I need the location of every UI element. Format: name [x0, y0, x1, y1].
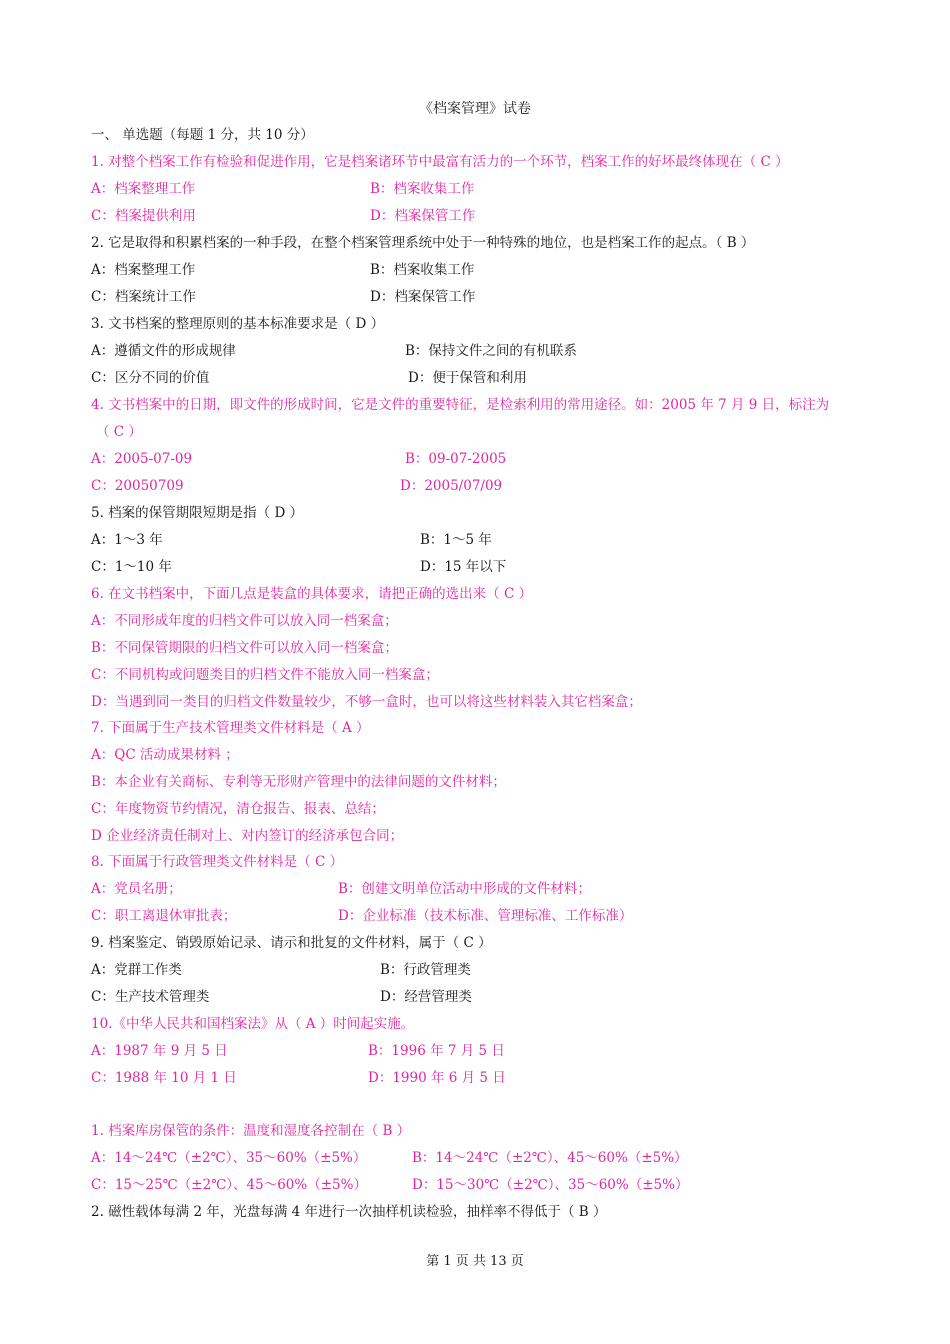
question-4: 4. 文书档案中的日期，即文件的形成时间，它是文件的重要特征，是检索利用的常用途径。如：2005 年 7 月 9 日，标注为 — [91, 397, 830, 413]
option-1d: D：档案保管工作 — [370, 208, 476, 224]
section-heading: 一、 单选题（每题 1 分，共 10 分） — [91, 127, 314, 143]
part2-option-1b: B：14～24℃（±2℃）、45～60%（±5%） — [412, 1150, 688, 1166]
option-7d: D 企业经济责任制对上、对内签订的经济承包合同； — [91, 828, 404, 844]
option-3b: B：保持文件之间的有机联系 — [405, 343, 577, 359]
option-5d: D：15 年以下 — [420, 559, 507, 575]
option-9d: D：经营管理类 — [380, 989, 472, 1005]
question-5: 5. 档案的保管期限短期是指（ D ） — [91, 505, 304, 521]
question-8: 8. 下面属于行政管理类文件材料是（ C ） — [91, 854, 344, 870]
option-10c: C：1988 年 10 月 1 日 — [91, 1070, 237, 1086]
option-1c: C：档案提供利用 — [91, 208, 196, 224]
option-10b: B：1996 年 7 月 5 日 — [368, 1043, 505, 1059]
option-2b: B：档案收集工作 — [370, 262, 475, 278]
part2-option-1c: C：15～25℃（±2℃）、45～60%（±5%） — [91, 1177, 367, 1193]
question-9: 9. 档案鉴定、销毁原始记录、请示和批复的文件材料，属于（ C ） — [91, 935, 492, 951]
page-title: 《档案管理》试卷 — [419, 101, 531, 117]
question-4-answer: （ C ） — [96, 424, 142, 440]
option-5c: C：1～10 年 — [91, 559, 172, 575]
option-10d: D：1990 年 6 月 5 日 — [368, 1070, 506, 1086]
option-6d: D：当遇到同一类目的归档文件数量较少，不够一盒时，也可以将这些材料装入其它档案盒； — [91, 694, 642, 710]
question-2: 2. 它是取得和积累档案的一种手段，在整个档案管理系统中处于一种特殊的地位，也是档案工作的起点。（ B ） — [91, 235, 755, 251]
option-8a: A：党员名册； — [91, 881, 182, 897]
page-footer: 第 1 页 共 13 页 — [426, 1254, 524, 1269]
part2-option-1a: A：14～24℃（±2℃）、35～60%（±5%） — [91, 1150, 367, 1166]
option-8d: D：企业标准（技术标准、管理标准、工作标准） — [338, 908, 633, 924]
option-3c: C：区分不同的价值 — [91, 370, 210, 386]
part2-option-1d: D：15～30℃（±2℃）、35～60%（±5%） — [412, 1177, 689, 1193]
option-7b: B：本企业有关商标、专利等无形财产管理中的法律问题的文件材料； — [91, 774, 506, 790]
option-6a: A：不同形成年度的归档文件可以放入同一档案盒； — [91, 613, 398, 629]
option-10a: A：1987 年 9 月 5 日 — [91, 1043, 228, 1059]
option-6c: C：不同机构或问题类目的归档文件不能放入同一档案盒； — [91, 667, 439, 683]
option-4d: D：2005/07/09 — [400, 478, 503, 494]
option-2a: A：档案整理工作 — [91, 262, 196, 278]
option-6b: B：不同保管期限的归档文件可以放入同一档案盒； — [91, 640, 398, 656]
option-2d: D：档案保管工作 — [370, 289, 476, 305]
option-3a: A：遵循文件的形成规律 — [91, 343, 236, 359]
option-8c: C：职工离退休审批表； — [91, 908, 237, 924]
question-6: 6. 在文书档案中，下面几点是装盒的具体要求，请把正确的选出来（ C ） — [91, 586, 533, 602]
question-7: 7. 下面属于生产技术管理类文件材料是（ A ） — [91, 720, 370, 736]
option-5a: A：1～3 年 — [91, 532, 163, 548]
option-4b: B：09-07-2005 — [405, 451, 507, 467]
option-8b: B：创建文明单位活动中形成的文件材料； — [338, 881, 591, 897]
part2-question-1: 1. 档案库房保管的条件：温度和湿度各控制在（ B ） — [91, 1123, 411, 1139]
question-10: 10.《中华人民共和国档案法》从（ A ）时间起实施。 — [91, 1016, 415, 1032]
option-7a: A：QC 活动成果材料 ； — [91, 747, 239, 763]
option-4c: C：20050709 — [91, 478, 184, 494]
option-9b: B：行政管理类 — [380, 962, 471, 978]
question-1: 1. 对整个档案工作有检验和促进作用，它是档案诸环节中最富有活力的一个环节，档案工作的好坏最终体现在（ C ） — [91, 154, 789, 170]
option-9a: A：党群工作类 — [91, 962, 182, 978]
option-7c: C：年度物资节约情况，清仓报告、报表、总结； — [91, 801, 385, 817]
option-9c: C：生产技术管理类 — [91, 989, 210, 1005]
option-1a: A：档案整理工作 — [91, 181, 196, 197]
option-1b: B：档案收集工作 — [370, 181, 475, 197]
option-2c: C：档案统计工作 — [91, 289, 196, 305]
option-5b: B：1～5 年 — [420, 532, 492, 548]
part2-question-2: 2. 磁性载体每满 2 年，光盘每满 4 年进行一次抽样机读检验，抽样率不得低于（ B ） — [91, 1204, 607, 1220]
question-3: 3. 文书档案的整理原则的基本标准要求是（ D ） — [91, 316, 385, 332]
option-3d: D：便于保管和利用 — [408, 370, 527, 386]
option-4a: A：2005-07-09 — [91, 451, 193, 467]
